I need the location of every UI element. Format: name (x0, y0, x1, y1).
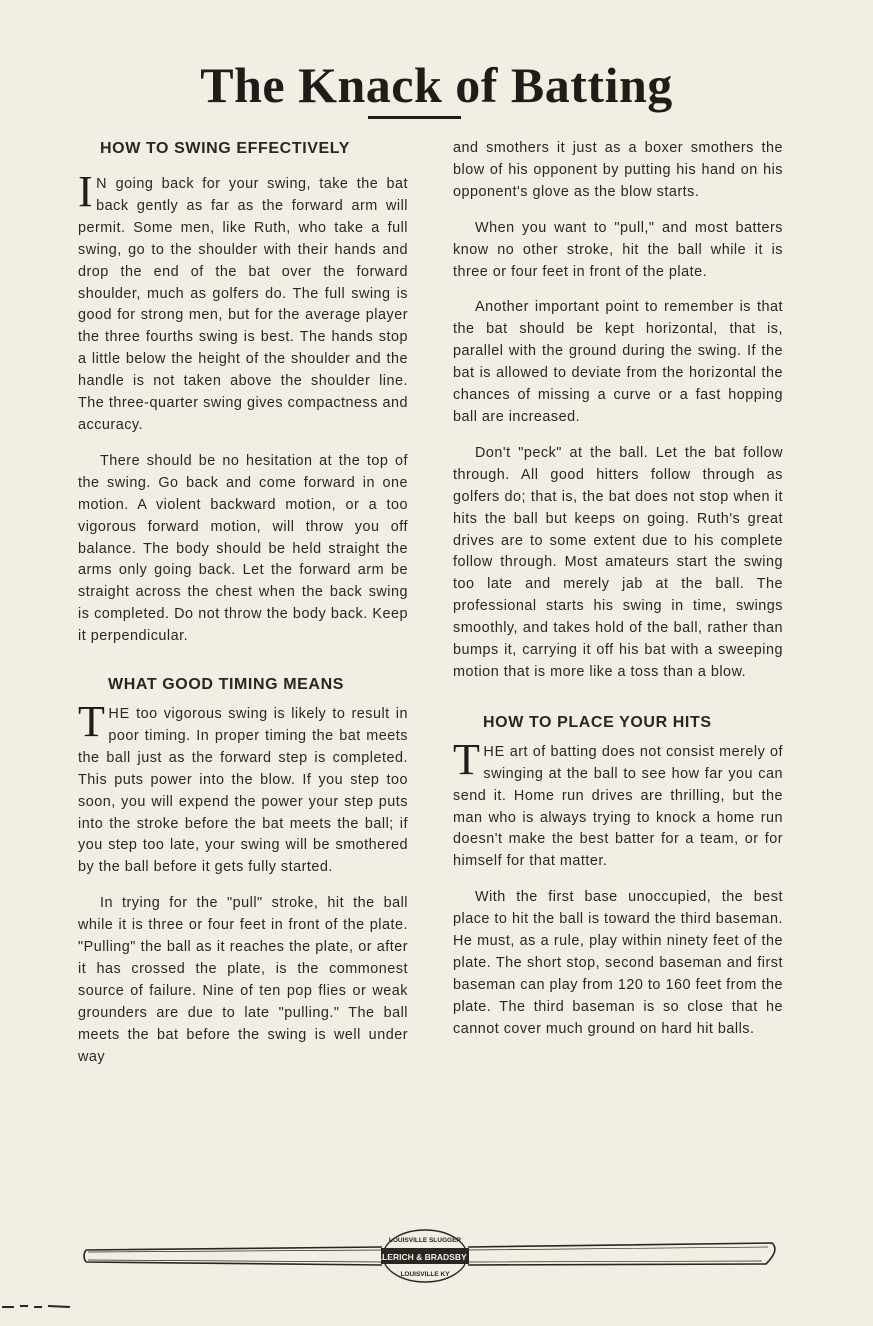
drop-cap: T (453, 734, 481, 784)
swing-paragraph-1 (78, 167, 408, 437)
page-title: The Knack of Batting (200, 57, 673, 113)
drop-cap: T (78, 697, 106, 747)
place-paragraph-1 (453, 734, 784, 873)
place-paragraph-1-text: art of batting does not consist merely of swinging at the ball to see how far you can send it. Home run drives are thrilling, but the man who is always trying to knock a home run doesn't make the best batter for a team, or for himself for that matter. (453, 743, 784, 870)
heading-timing: WHAT GOOD TIMING MEANS (108, 676, 344, 694)
bat-ornament (82, 1226, 782, 1286)
bat-handle-left (84, 1247, 382, 1265)
logo-middle-text: HILLERICH & BRADSBY CO (368, 1252, 482, 1262)
heading-place: HOW TO PLACE YOUR HITS (483, 713, 712, 731)
heading-swing: HOW TO SWING EFFECTIVELY (100, 140, 350, 157)
swing-paragraph-1-text: going back for your swing, take the bat back gently as far as the forward arm will permit. Some men, like Ruth, who take a full swing, go to the shoulder with their hands and drop the end of the bat over the forward shoulder, much as golfers do. The full swing is good for strong men, but for the average player the three fourths swing is best. The hands stop a little below the height of the shoulder and the handle is not taken above the shoulder line. The three-quarter swing gives compactness and accuracy. (78, 176, 408, 433)
drop-cap-rest: HE (483, 743, 505, 760)
timing-paragraph-2: In trying for the "pull" stroke, hit the ball while it is three or four feet in front of the plate. "Pulling" the ball as it reaches the plate, or after it has crossed the plate, is the commonest source of failure. Nine of ten pop flies or weak grounders are due to late "pulling." The ball meets the bat before the swing is well under way (78, 895, 408, 1065)
timing-paragraph-1-text: too vigorous swing is likely to result in poor timing. In proper timing the bat meets the ball just as the forward step is completed. This puts power into the blow. If you step too soon, you will expend the power your step puts into the stroke before the bat meets the ball; if you step too late, your swing will be smothered by the ball before it gets fully started. (78, 706, 409, 876)
continued-paragraph-1: and smothers it just as a boxer smothers the blow of his opponent by putting his hand on his opponent's glove as the blow starts. (453, 140, 783, 200)
swing-paragraph-2: There should be no hesitation at the top of the swing. Go back and come forward in one motion. A violent backward motion, or a too vigorous forward motion, will throw you off balance. The body should be held straight the arms only going back. Let the forward arm be straight across the chest when the back swing is completed. Do not throw the body back. Keep it perpendicular. (78, 452, 408, 645)
continued-paragraph-2: When you want to "pull," and most batters know no other stroke, hit the ball while it is three or four feet in front of the plate. (453, 219, 783, 280)
continued-paragraph-3: Another important point to remember is that the bat should be kept horizontal, that is, parallel with the ground during the swing. If the bat is allowed to deviate from the horizontal the chances of missing a curve or a fast hopping ball are increased. (453, 299, 783, 425)
continued-paragraph-4: Don't "peck" at the ball. Let the bat follow through. All good hitters follow through as golfers do; that is, the bat does not stop when it hits the ball but keeps on going. Ruth's great drives are to some extent due to his complete follow through. Most amateurs start the swing too late and merely jab at the ball. The professional starts his swing in time, swings smoothly, and takes hold of the ball, rather than bumps it, carrying it off his bat with a sweeping motion that is more like a toss than a blow. (453, 444, 783, 680)
louisville-slugger-logo (368, 1230, 482, 1282)
scan-mark (0, 1303, 75, 1311)
drop-cap-rest: HE (108, 706, 130, 723)
drop-cap: I (78, 167, 94, 216)
drop-cap-rest: N (96, 176, 108, 192)
logo-bottom-text: LOUISVILLE KY (400, 1271, 450, 1278)
right-column (453, 138, 783, 1055)
timing-paragraph-1 (78, 697, 409, 879)
title-underline (368, 116, 461, 119)
logo-top-text: LOUISVILLE SLUGGER (388, 1237, 462, 1244)
left-column (78, 138, 408, 1083)
place-paragraph-2: With the first base unoccupied, the best place to hit the ball is toward the third baseman. He must, as a rule, play within ninety feet of the plate. The short stop, second baseman and first baseman can play from 120 to 160 feet from the plate. The third baseman is so close that he cannot cover much ground on hard hit balls. (453, 889, 783, 1037)
